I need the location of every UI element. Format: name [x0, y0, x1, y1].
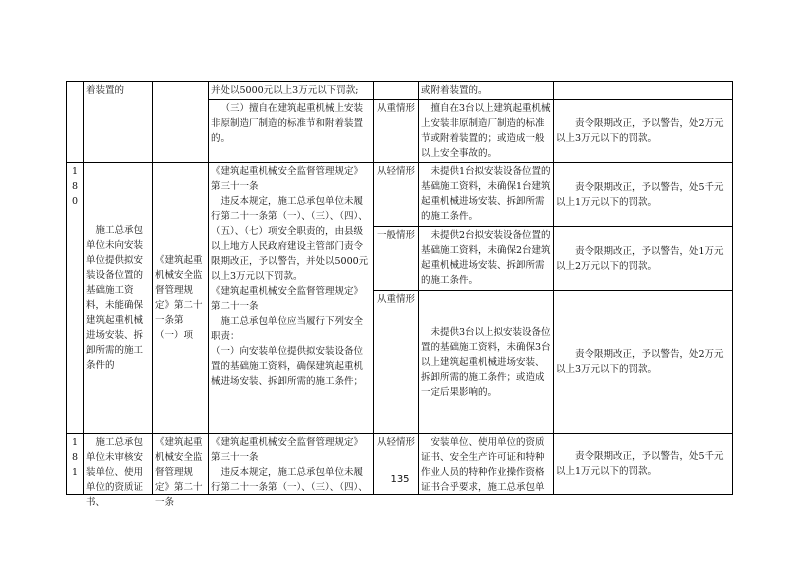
violation-cell: 施工总承包单位未审核安装单位、使用单位的资质证书、: [84, 434, 153, 495]
row-number-cell: 181: [67, 434, 84, 495]
penalty-standard-cell: 责令限期改正，予以警告，处5千元以上1万元以下的罚款。: [554, 434, 733, 495]
violation-cell: 着装置的: [84, 82, 153, 163]
discretion-level-cell: 从轻情形: [374, 163, 419, 227]
penalty-standards-table: [66, 81, 733, 508]
penalty-standard-cell: 责令限期改正，予以警告，处1万元以上2万元以下的罚款。: [554, 227, 733, 291]
penalty-standard-cell: 责令限期改正，予以警告，处5千元以上1万元以下的罚款。: [554, 163, 733, 227]
penalty-standard-cell: 责令限期改正，予以警告，处2万元以上3万元以下的罚款。: [554, 100, 733, 163]
row-number-cell: 180: [67, 163, 84, 434]
circumstance-cell: 未提供1台拟安装设备位置的基础施工资料，未确保1台建筑起重机械进场安装、拆卸所需的施工条件。: [419, 163, 554, 227]
penalty-standard-cell: 责令限期改正，予以警告，处2万元以上3万元以下的罚款。: [554, 291, 733, 434]
penalty-basis-cell: 并处以5000元以上3万元以下罚款;: [209, 82, 374, 100]
penalty-standard-cell: [554, 82, 733, 100]
discretion-level-cell: 从重情形: [374, 100, 419, 163]
table-row: [67, 434, 733, 495]
discretion-level-cell: [374, 82, 419, 100]
circumstance-cell: 擅自在3台以上建筑起重机械上安装非原制造厂制造的标准节或附着装置的；或造成一般以上安全事故的。: [419, 100, 554, 163]
legal-basis-cell: [153, 82, 209, 163]
row-number-cell: [67, 82, 84, 163]
page-number: 135: [390, 474, 410, 485]
penalty-basis-cell: （三）擅自在建筑起重机械上安装非原制造厂制造的标准节和附着装置的。: [209, 100, 374, 163]
table-row: [67, 163, 733, 227]
penalty-basis-cell: 《建筑起重机械安全监督管理规定》第三十一条 违反本规定，施工总承包单位未履行第二十一条第（一）、（三）、（四）、（五）、（七）项安全职责的，由县级以上地方人民政府建设主管部门责令限期改正，予以警告，并处以5000元以上3万元以下罚款。 《建筑起重机械安全监督管理规定》第二十一条 施工总承包单位应当履行下列安全职责： （一）向安装单位提供拟安装设备位置的基础施工资料，确保建筑起重机械进场安装、拆卸所需的施工条件；: [209, 163, 374, 434]
circumstance-cell: 或附着装置的。: [419, 82, 554, 100]
discretion-level-cell: 一般情形: [374, 227, 419, 291]
legal-basis-cell: 《建筑起重机械安全监督管理规定》第二十一条: [153, 434, 209, 495]
table-row: [67, 82, 733, 100]
penalty-basis-cell: 《建筑起重机械安全监督管理规定》第三十一条 违反本规定，施工总承包单位未履行第二十一条第（一）、（三）、（四）、: [209, 434, 374, 495]
discretion-level-cell: 从重情形: [374, 291, 419, 434]
violation-cell: 施工总承包单位未向安装单位提供拟安装设备位置的基础施工资料，未能确保建筑起重机械进场安装、拆卸所需的施工条件的: [84, 163, 153, 434]
discretion-level-cell: 从轻情形: [374, 434, 419, 495]
legal-basis-cell: 《建筑起重机械安全监督管理规定》第二十一条第（一）项: [153, 163, 209, 434]
circumstance-cell: 未提供2台拟安装设备位置的基础施工资料，未确保2台建筑起重机械进场安装、拆卸所需的施工条件。: [419, 227, 554, 291]
circumstance-cell: 安装单位、使用单位的资质证书、安全生产许可证和特种作业人员的特种作业操作资格证书合乎要求，施工总承包单: [419, 434, 554, 495]
circumstance-cell: 未提供3台以上拟安装设备位置的基础施工资料，未确保3台以上建筑起重机械进场安装、拆卸所需的施工条件；或造成一定后果影响的。: [419, 291, 554, 434]
